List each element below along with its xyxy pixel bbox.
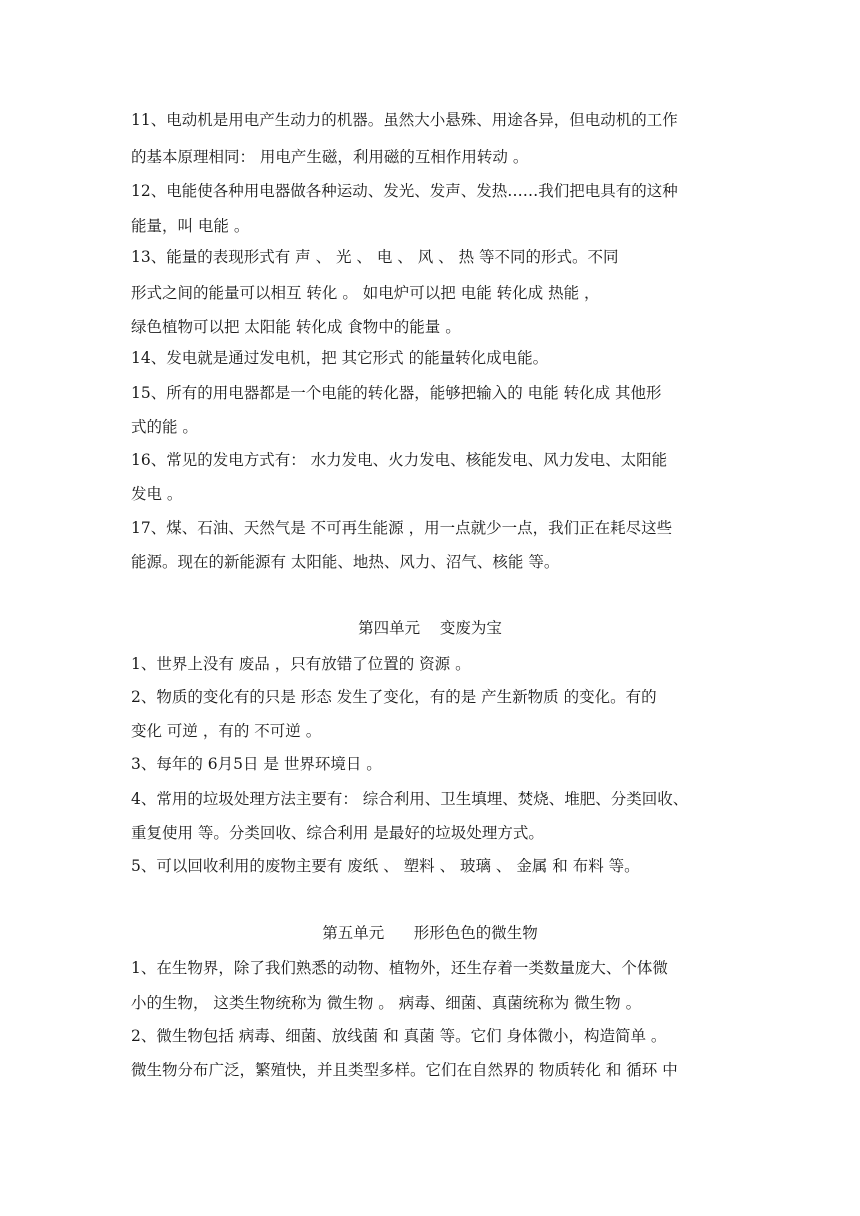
text-line: 4、常用的垃圾处理方法主要有： 综合利用、卫生填埋、焚烧、堆肥、分类回收、 xyxy=(131,790,689,808)
text-line: 绿色植物可以把 太阳能 转化成 食物中的能量 。 xyxy=(131,318,461,336)
text-line: 变化 可逆 ，有的 不可逆 。 xyxy=(131,722,322,740)
text-line: 发电 。 xyxy=(131,485,183,503)
section-heading-unit4: 第四单元 变废为宝 xyxy=(358,619,502,637)
text-line: 11、电动机是用电产生动力的机器。虽然大小悬殊、用途各异，但电动机的工作 xyxy=(131,111,678,129)
text-line: 2、物质的变化有的只是 形态 发生了变化，有的是 产生新物质 的变化。有的 xyxy=(131,688,657,706)
text-line: 13、能量的表现形式有 声 、 光 、 电 、 风 、 热 等不同的形式。不同 xyxy=(131,248,619,266)
text-line: 小的生物， 这类生物统称为 微生物 。 病毒、细菌、真菌统称为 微生物 。 xyxy=(131,994,642,1012)
text-line: 3、每年的 6月5日 是 世界环境日 。 xyxy=(131,755,382,773)
text-line: 1、世界上没有 废品 ，只有放错了位置的 资源 。 xyxy=(131,655,471,673)
text-line: 式的能 。 xyxy=(131,418,198,436)
text-line: 1、在生物界，除了我们熟悉的动物、植物外，还生存着一类数量庞大、个体微 xyxy=(131,959,668,977)
text-line: 16、常见的发电方式有： 水力发电、火力发电、核能发电、风力发电、太阳能 xyxy=(131,451,668,469)
text-line: 17、煤、石油、天然气是 不可再生能源 ，用一点就少一点，我们正在耗尽这些 xyxy=(131,519,673,537)
text-line: 重复使用 等。分类回收、综合利用 是最好的垃圾处理方式。 xyxy=(131,824,544,842)
text-line: 2、微生物包括 病毒、细菌、放线菌 和 真菌 等。它们 身体微小，构造简单 。 xyxy=(131,1027,667,1045)
text-line: 15、所有的用电器都是一个电能的转化器，能够把输入的 电能 转化成 其他形 xyxy=(131,384,662,402)
section-heading-unit5: 第五单元 形形色色的微生物 xyxy=(322,924,538,942)
text-line: 的基本原理相同： 用电产生磁，利用磁的互相作用转动 。 xyxy=(131,148,529,166)
text-line: 微生物分布广泛，繁殖快，并且类型多样。它们在自然界的 物质转化 和 循环 中 xyxy=(131,1061,678,1079)
text-line: 能量，叫 电能 。 xyxy=(131,217,250,235)
text-line: 14、发电就是通过发电机，把 其它形式 的能量转化成电能。 xyxy=(131,349,549,367)
text-line: 12、电能使各种用电器做各种运动、发光、发声、发热……我们把电具有的这种 xyxy=(131,182,678,200)
text-line: 能源。现在的新能源有 太阳能、地热、风力、沼气、核能 等。 xyxy=(131,553,560,571)
text-line: 形式之间的能量可以相互 转化 。 如电炉可以把 电能 转化成 热能 ， xyxy=(131,284,600,302)
text-line: 5、可以回收利用的废物主要有 废纸 、 塑料 、 玻璃 、 金属 和 布料 等。 xyxy=(131,857,640,875)
